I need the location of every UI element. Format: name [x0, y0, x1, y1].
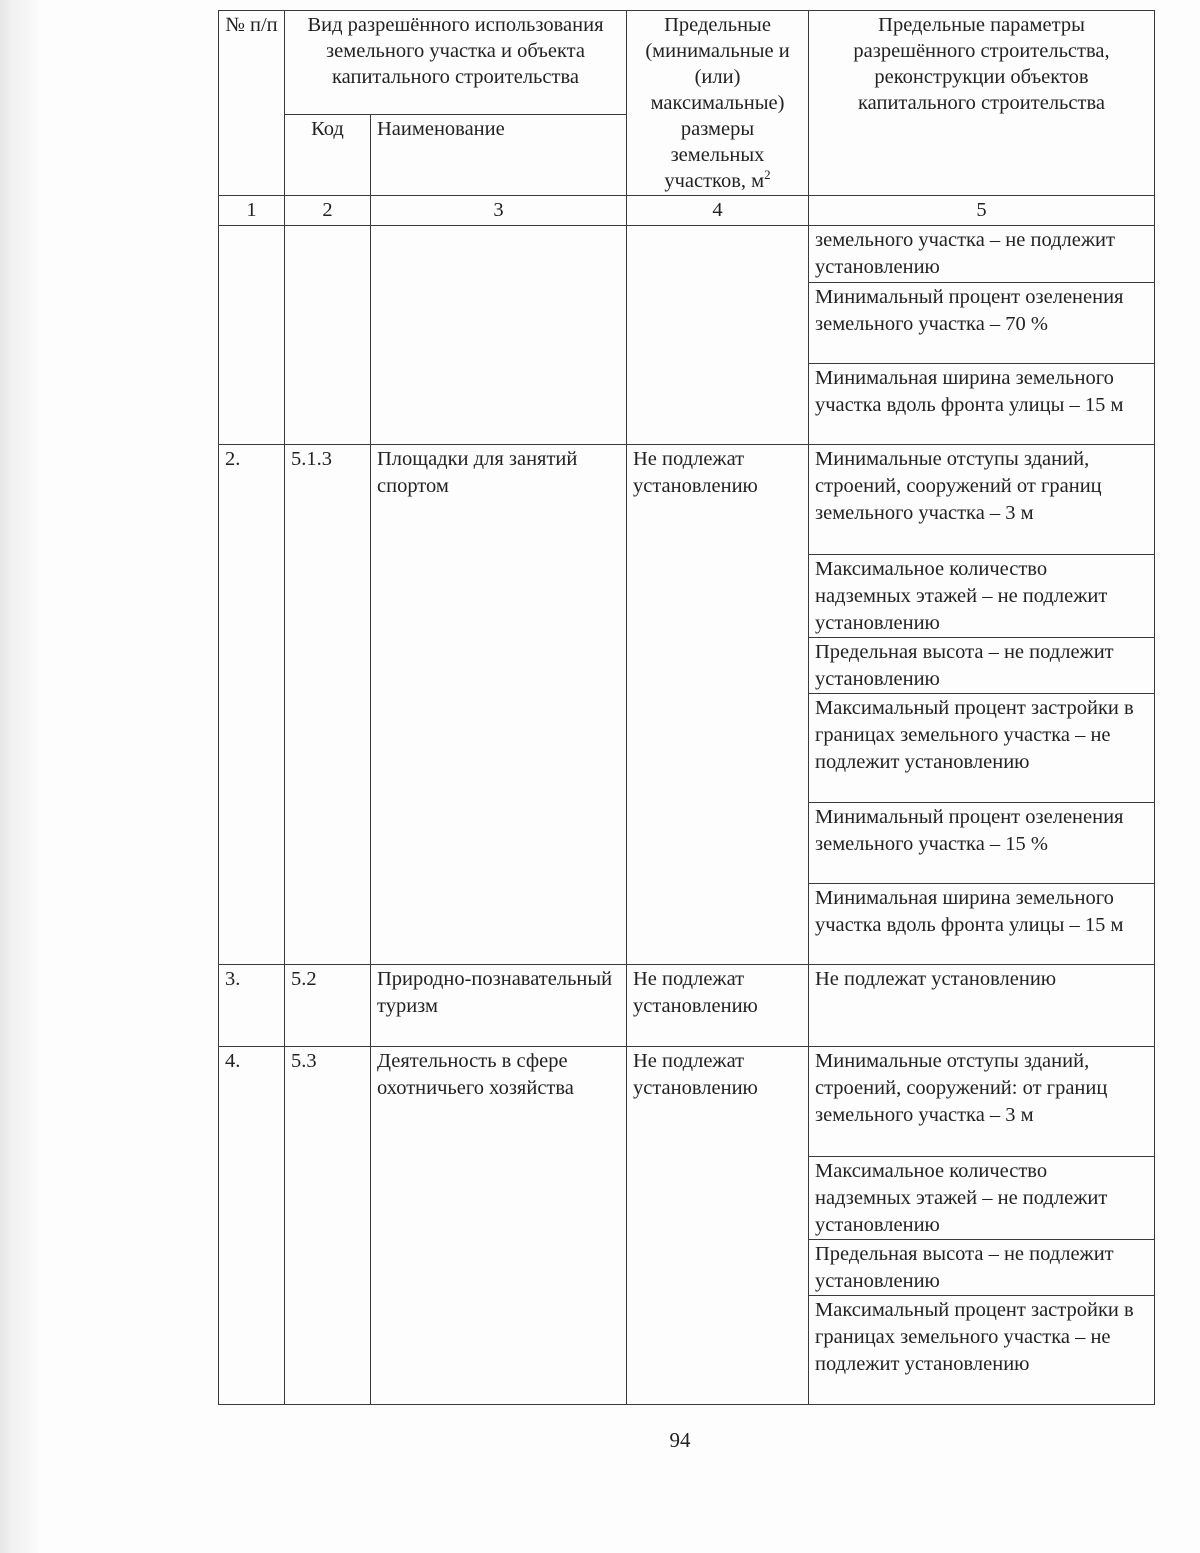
param-cell: Минимальная ширина земельного участка вдоль фронта улицы – 15 м: [809, 884, 1155, 965]
row-num: 2.: [219, 445, 285, 965]
col-number-cell: 3: [371, 196, 627, 226]
page-number: 94: [669, 1428, 691, 1452]
row-code: 5.3: [285, 1047, 371, 1405]
header-code: Код: [285, 114, 371, 195]
header-row: [219, 11, 1155, 115]
param-cell: Предельная высота – не подлежит установлению: [809, 1240, 1155, 1296]
param-cell: Минимальные отступы зданий, строений, сооружений от границ земельного участка – 3 м: [809, 445, 1155, 555]
row-size: Не подлежат установлению: [627, 445, 809, 965]
row-code: [285, 226, 371, 445]
header-size: [627, 11, 809, 196]
row-size: [627, 226, 809, 445]
row-size: Не подлежат установлению: [627, 1047, 809, 1405]
row-name: [371, 226, 627, 445]
param-cell: Минимальная ширина земельного участка вдоль фронта улицы – 15 м: [809, 364, 1155, 445]
col-number-cell: 1: [219, 196, 285, 226]
param-cell: Максимальное количество надземных этажей – не подлежит установлению: [809, 1157, 1155, 1240]
column-numbers-row: [219, 196, 1155, 226]
header-size-sup: 2: [764, 167, 771, 183]
row-name: Природно-познавательный туризм: [371, 965, 627, 1047]
param-cell: Не подлежат установлению: [809, 965, 1155, 1047]
col-number-cell: 4: [627, 196, 809, 226]
row-num: 3.: [219, 965, 285, 1047]
scan-edge-shadow: [0, 0, 38, 1553]
header-size-text: Предельные (минимальные и (или) максимальные) размеры земельных участков, м: [645, 14, 790, 192]
param-cell: Максимальное количество надземных этажей – не подлежит установлению: [809, 555, 1155, 638]
param-cell: Предельная высота – не подлежит установлению: [809, 638, 1155, 694]
param-cell: Минимальный процент озеленения земельного участка – 70 %: [809, 283, 1155, 364]
header-params: Предельные параметры разрешённого строительства, реконструкции объектов капитального строительства: [809, 11, 1155, 196]
row-num: 4.: [219, 1047, 285, 1405]
row-name: Деятельность в сфере охотничьего хозяйства: [371, 1047, 627, 1405]
land-use-regulations-table: [218, 10, 1155, 1405]
row-name: Площадки для занятий спортом: [371, 445, 627, 965]
param-cell: Минимальные отступы зданий, строений, сооружений: от границ земельного участка – 3 м: [809, 1047, 1155, 1157]
col-number-cell: 5: [809, 196, 1155, 226]
table-row: [219, 965, 1155, 1047]
col-number-cell: 2: [285, 196, 371, 226]
param-cell: Минимальный процент озеленения земельного участка – 15 %: [809, 803, 1155, 884]
table-row: [219, 1047, 1155, 1157]
row-num: [219, 226, 285, 445]
param-cell: Максимальный процент застройки в границах земельного участка – не подлежит установлению: [809, 694, 1155, 803]
row-code: 5.1.3: [285, 445, 371, 965]
row-size: Не подлежат установлению: [627, 965, 809, 1047]
table-row: [219, 226, 1155, 283]
header-group: Вид разрешённого использования земельного участка и объекта капитального строительства: [285, 11, 627, 115]
header-num: № п/п: [219, 11, 285, 196]
table-row: [219, 445, 1155, 555]
param-cell: земельного участка – не подлежит установлению: [809, 226, 1155, 283]
row-code: 5.2: [285, 965, 371, 1047]
header-name: Наименование: [371, 114, 627, 195]
param-cell: Максимальный процент застройки в границах земельного участка – не подлежит установлению: [809, 1296, 1155, 1405]
